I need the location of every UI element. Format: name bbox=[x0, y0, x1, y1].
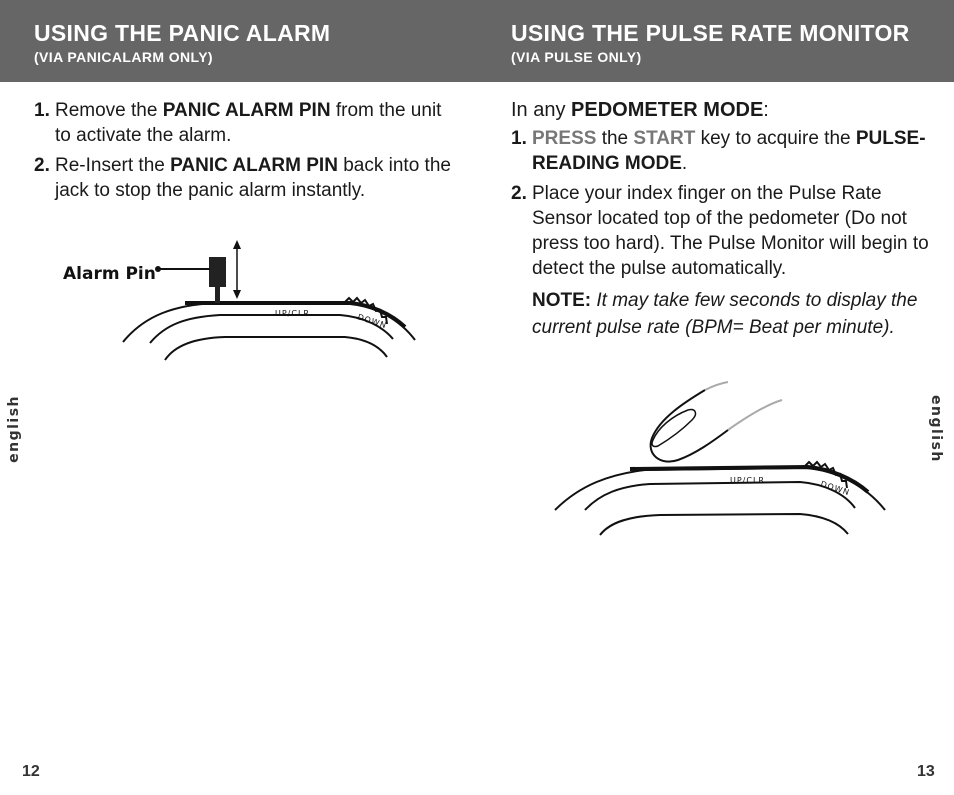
step-item bbox=[34, 98, 454, 148]
step-number: 1. bbox=[511, 128, 527, 149]
device-outline bbox=[585, 482, 855, 510]
page-number: 13 bbox=[917, 763, 935, 780]
intro-text: In any bbox=[511, 99, 572, 121]
device-outline bbox=[165, 337, 387, 360]
arrow-head-up bbox=[233, 240, 241, 249]
page-title: USING THE PANIC ALARM bbox=[34, 20, 331, 46]
pulse-finger-illustration bbox=[550, 380, 890, 540]
step-text: key to acquire the bbox=[695, 128, 856, 149]
step-number: 2. bbox=[34, 155, 50, 176]
intro-text: : bbox=[763, 99, 769, 121]
step-number: 1. bbox=[34, 100, 50, 121]
page-number: 12 bbox=[22, 763, 40, 780]
step-keyword: PANIC ALARM PIN bbox=[162, 100, 331, 121]
step-text: . bbox=[681, 153, 688, 174]
step-item bbox=[511, 181, 931, 281]
page-subtitle: (VIA PANICALARM ONLY) bbox=[34, 49, 213, 65]
side-language-label: english bbox=[6, 395, 22, 463]
step-text: back into the jack to stop the panic alarm instantly. bbox=[55, 155, 451, 201]
finger bbox=[705, 382, 728, 390]
alarm-pin-label: Alarm Pin bbox=[63, 264, 156, 284]
step-text: from the unit to activate the alarm. bbox=[55, 100, 442, 146]
step-list bbox=[511, 126, 931, 281]
alarm-pin bbox=[209, 257, 226, 287]
start-key-keyword: START bbox=[633, 128, 696, 149]
note bbox=[511, 287, 931, 341]
step-list bbox=[34, 98, 454, 203]
device-outline bbox=[600, 514, 848, 535]
step-text: Remove the bbox=[55, 100, 163, 121]
down-button-label: DOWN bbox=[819, 479, 852, 498]
arrow-head-down bbox=[233, 290, 241, 299]
pin-leader-dot bbox=[155, 266, 161, 272]
instructions bbox=[34, 98, 454, 208]
step-item bbox=[34, 153, 454, 203]
press-keyword: PRESS bbox=[532, 128, 597, 149]
alarm-pin-stem bbox=[215, 287, 220, 303]
up-clr-button-label: UP/CLR bbox=[275, 309, 310, 318]
note-text: It may take few seconds to display the current pulse rate (BPM= Beat per minute). bbox=[532, 290, 918, 338]
step-item bbox=[511, 126, 931, 176]
intro-keyword: PEDOMETER MODE bbox=[571, 99, 764, 121]
alarm-pin-illustration bbox=[55, 235, 425, 370]
step-text: the bbox=[596, 128, 634, 149]
step-text: Place your index finger on the Pulse Rate Sensor located top of the pedometer (Do not press too hard). The Pulse Monitor will begin to detect the pulse automatically. bbox=[532, 183, 929, 279]
down-button-label: DOWN bbox=[356, 312, 389, 331]
step-keyword: PANIC ALARM PIN bbox=[170, 155, 338, 176]
step-text: Re-Insert the bbox=[55, 155, 171, 176]
page-subtitle: (VIA PULSE ONLY) bbox=[511, 49, 642, 65]
page-title: USING THE PULSE RATE MONITOR bbox=[511, 20, 910, 46]
side-language-label: english bbox=[928, 395, 944, 463]
mode-keyword: PULSE-READING MODE bbox=[532, 128, 926, 174]
intro-line bbox=[511, 98, 931, 123]
instructions bbox=[511, 98, 931, 341]
step-number: 2. bbox=[511, 183, 527, 204]
finger bbox=[728, 400, 782, 430]
note-label: NOTE: bbox=[532, 290, 592, 311]
up-clr-button-label: UP/CLR bbox=[730, 476, 765, 485]
